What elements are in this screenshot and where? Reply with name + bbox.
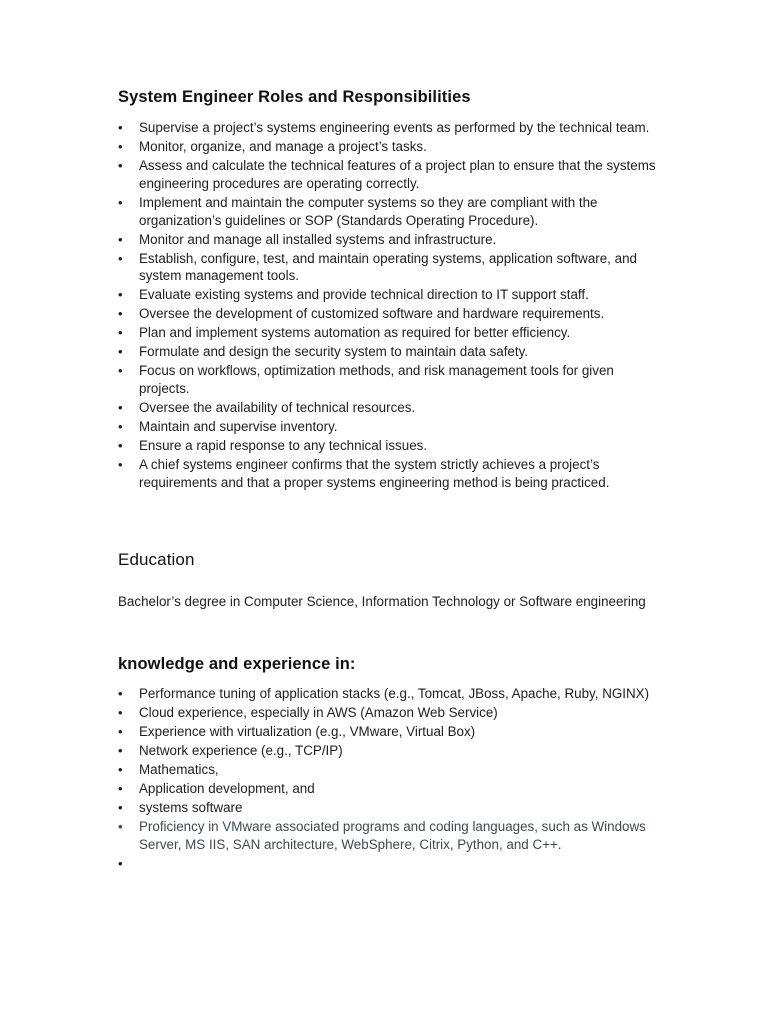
bullet-icon: • bbox=[118, 704, 123, 720]
bullet-icon: • bbox=[118, 723, 123, 739]
list-item-text: A chief systems engineer confirms that the system strictly achieves a project’s requirements and that a proper systems engineering method is being practiced. bbox=[139, 456, 610, 490]
bullet-icon: • bbox=[118, 855, 123, 871]
list-item bbox=[118, 362, 658, 398]
list-item-text: Mathematics, bbox=[139, 761, 219, 777]
education-heading: Education bbox=[118, 550, 195, 569]
list-item-text: Evaluate existing systems and provide technical direction to IT support staff. bbox=[139, 287, 589, 303]
bullet-icon: • bbox=[118, 363, 123, 379]
bullet-icon: • bbox=[118, 456, 123, 472]
list-item bbox=[118, 685, 658, 703]
bullet-icon: • bbox=[118, 306, 123, 322]
roles-list bbox=[118, 119, 658, 493]
list-item bbox=[118, 780, 658, 798]
bullet-icon: • bbox=[118, 686, 123, 701]
list-item bbox=[118, 324, 658, 342]
list-item-text: Oversee the development of customized software and hardware requirements. bbox=[139, 306, 605, 322]
list-item-text: Supervise a project’s systems engineering events as performed by the technical team. bbox=[139, 120, 650, 135]
bullet-icon: • bbox=[118, 761, 123, 777]
bullet-icon: • bbox=[118, 344, 123, 360]
list-item-text: Ensure a rapid response to any technical issues. bbox=[139, 437, 428, 453]
list-item-text: Monitor, organize, and manage a project’s tasks. bbox=[139, 138, 427, 154]
list-item bbox=[118, 305, 658, 323]
bullet-icon: • bbox=[118, 419, 123, 434]
list-item bbox=[118, 799, 658, 817]
bullet-icon: • bbox=[118, 818, 123, 834]
list-item-text: Monitor and manage all installed systems and infrastructure. bbox=[139, 231, 497, 247]
list-item bbox=[118, 399, 658, 417]
list-item bbox=[118, 704, 658, 722]
bullet-icon: • bbox=[118, 799, 123, 815]
list-item-text: Establish, configure, test, and maintain operating systems, application software, and system management tools. bbox=[139, 250, 637, 284]
bullet-icon: • bbox=[118, 138, 123, 154]
list-item bbox=[118, 742, 658, 760]
list-item-text: Oversee the availability of technical resources. bbox=[139, 400, 416, 416]
list-item-text: Performance tuning of application stacks (e.g., Tomcat, JBoss, Apache, Ruby, NGINX) bbox=[139, 686, 650, 701]
list-item bbox=[118, 231, 658, 249]
list-item bbox=[118, 761, 658, 779]
list-item-text: Assess and calculate the technical features of a project plan to ensure that the systems engineering procedures are operating correctly. bbox=[139, 157, 656, 191]
list-item bbox=[118, 818, 658, 854]
bullet-icon: • bbox=[118, 437, 123, 453]
list-item bbox=[118, 723, 658, 741]
list-item bbox=[118, 286, 658, 304]
list-item-text: Network experience (e.g., TCP/IP) bbox=[139, 742, 343, 758]
list-item-text: Maintain and supervise inventory. bbox=[139, 419, 338, 434]
bullet-icon: • bbox=[118, 250, 123, 266]
bullet-icon: • bbox=[118, 287, 123, 303]
list-item-text: Formulate and design the security system to maintain data safety. bbox=[139, 344, 529, 360]
list-item bbox=[118, 138, 658, 156]
list-item bbox=[118, 343, 658, 361]
bullet-icon: • bbox=[118, 325, 123, 341]
knowledge-heading: knowledge and experience in: bbox=[118, 655, 356, 673]
list-item-text: Application development, and bbox=[139, 780, 315, 796]
bullet-icon: • bbox=[118, 157, 123, 173]
bullet-icon: • bbox=[118, 194, 123, 210]
list-item-text: Cloud experience, especially in AWS (Amazon Web Service) bbox=[139, 704, 498, 720]
bullet-icon: • bbox=[118, 231, 123, 247]
bullet-icon: • bbox=[118, 120, 123, 135]
bullet-icon: • bbox=[118, 400, 123, 416]
list-item-text: Plan and implement systems automation as required for better efficiency. bbox=[139, 325, 571, 341]
list-item-text: Focus on workflows, optimization methods, and risk management tools for given projects. bbox=[139, 363, 614, 397]
knowledge-list bbox=[118, 685, 658, 871]
list-item bbox=[118, 194, 658, 230]
list-item bbox=[118, 456, 658, 492]
bullet-icon: • bbox=[118, 780, 123, 796]
list-item bbox=[118, 437, 658, 455]
list-item-text: Experience with virtualization (e.g., VMware, Virtual Box) bbox=[139, 723, 476, 739]
education-text: Bachelor’s degree in Computer Science, Information Technology or Software engineering bbox=[118, 594, 646, 610]
list-item bbox=[118, 250, 658, 286]
roles-heading: System Engineer Roles and Responsibilities bbox=[118, 88, 471, 106]
list-item bbox=[118, 418, 658, 436]
list-item bbox=[118, 119, 658, 137]
list-item-text: Implement and maintain the computer systems so they are compliant with the organization’s guidelines or SOP (Standards Operating Procedure). bbox=[139, 194, 598, 228]
list-item bbox=[118, 157, 658, 193]
bullet-icon: • bbox=[118, 742, 123, 758]
list-item-text: Proficiency in VMware associated programs and coding languages, such as Windows Server, MS IIS, SAN architecture, WebSphere, Citrix, Python, and C++. bbox=[139, 818, 646, 852]
list-item-text: systems software bbox=[139, 799, 243, 815]
